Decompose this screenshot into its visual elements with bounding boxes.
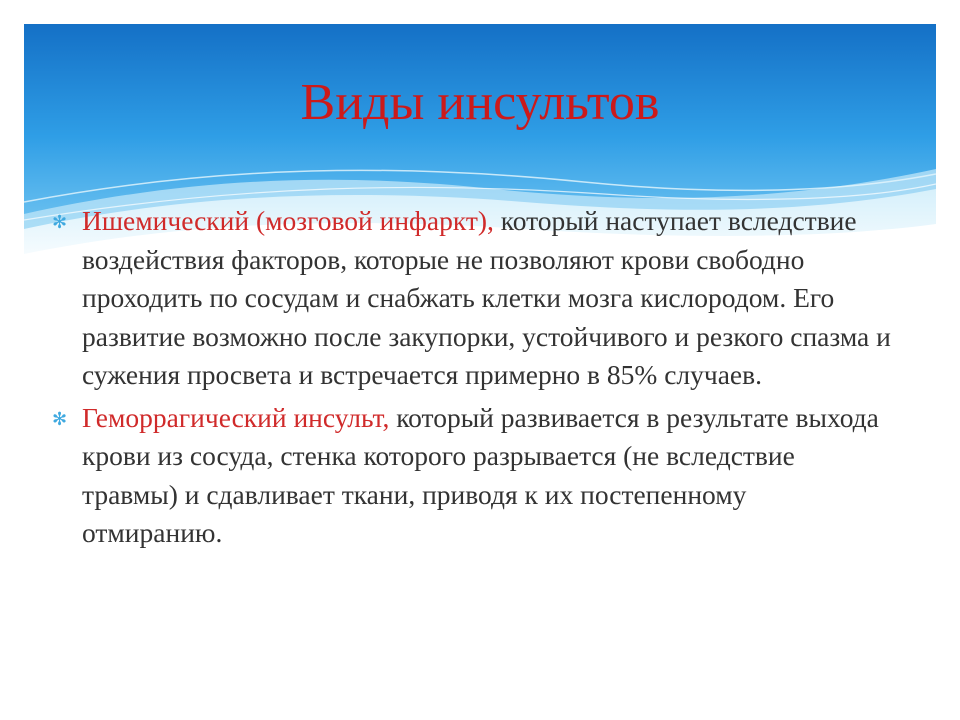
bullet-text: который развивается в результате выхода крови из сосуда, стенка которого разрывается (не вследствие травмы) и сдавливает ткани, приводя к их постепенному отмиранию. [82,401,879,548]
slide-title: Виды инсультов [300,74,660,131]
asterisk-bullet-icon: ✻ [52,408,68,430]
list-item [52,399,892,553]
bullet-term: Ишемический (мозговой инфаркт), [82,205,494,236]
list-item [52,202,892,395]
asterisk-bullet-icon: ✻ [52,212,68,233]
bullet-text: который наступает вследствие воздействия факторов, которые не позволяют крови свободно проходить по сосудам и снабжать клетки мозга кислородом. Его развитие возможно после закупорки, устойчивого и резкого спазма и сужения просвета и встречается примерно в 85% случаев. [82,205,891,390]
bullet-list [52,202,892,557]
bullet-term: Геморрагический инсульт, [82,401,390,433]
